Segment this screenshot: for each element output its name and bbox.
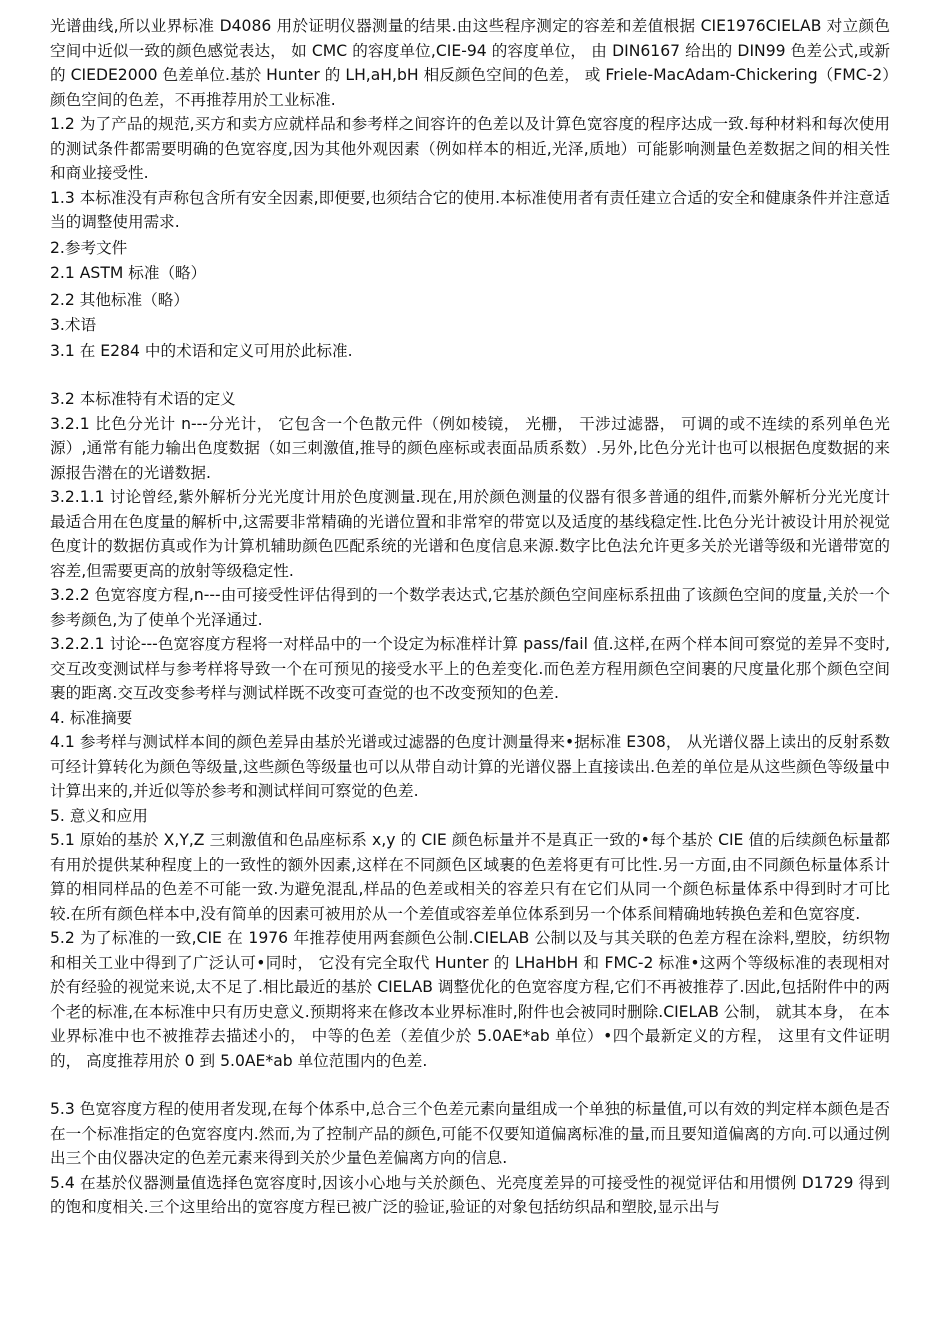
paragraph-intro-continued: 光谱曲线,所以业界标准 D4086 用於证明仪器测量的结果.由这些程序测定的容差和差值根据 CIE1976CIELAB 对立颜色空间中近似一致的颜色感觉表达， 如 CMC 的容度单位,CIE-94 的容度单位， 由 DIN6167 给出的 DIN99 色差公式,或新的 CIEDE2000 色差单位.基於 Hunter 的 LH,aH,bH 相反颜色空间的色差， 或 Friele-MacAdam-Chickering（FMC-2）颜色空间的色差，不再推荐用於工业标准. [50, 17, 890, 109]
paragraph-2-2: 2.2 其他标准（略） [50, 290, 189, 309]
paragraph-3-2: 3.2 本标准特有术语的定义 [50, 390, 236, 408]
paragraph-5-3: 5.3 色宽容度方程的使用者发现,在每个体系中,总合三个色差元素向量组成一个单独的标量值,可以有效的判定样本颜色是否在一个标准指定的色宽容度内.然而,为了控制产品的颜色,可能不仅要知道偏离标准的量,而且要知道偏离的方向.可以通过例出三个由仪器决定的色差元素来得到关於少量色差偏离方向的信息. [50, 1100, 890, 1167]
blank-line [50, 363, 890, 387]
paragraph-3-1: 3.1 在 E284 中的术语和定义可用於此标准. [50, 341, 353, 360]
paragraph-3-2-1-1: 3.2.1.1 讨论曾经,紫外解析分光光度计用於色度测量.现在,用於颜色测量的仪器有很多普通的组件,而紫外解析分光光度计最适合用在色度量的解析中,这需要非常精确的光谱位置和非常窄的带宽以及适度的基线稳定性.比色分光计被设计用於视觉色度计的数据仿真或作为计算机辅助颜色匹配系统的光谱和色度信息来源.数字比色法允许更多关於光谱等级和光谱带宽的容差,但需要更高的放射等级稳定性. [50, 488, 890, 580]
paragraph-2-1: 2.1 ASTM 标准（略） [50, 264, 207, 282]
section-heading-3: 3.术语 [50, 316, 97, 334]
section-heading-5: 5. 意义和应用 [50, 806, 148, 825]
document-page [50, 14, 890, 1220]
section-heading-2: 2.参考文件 [50, 238, 128, 257]
paragraph-3-2-2-1: 3.2.2.1 讨论---色宽容度方程将一对样品中的一个设定为标准样计算 pass/fail 值.这样,在两个样本间可察觉的差异不变时,交互改变测试样与参考样将导致一个在可预见的接受水平上的色差变化.而色差方程用颜色空间裹的尺度量化那个颜色空间裹的距离.交互改变参考样与测试样既不改变可查觉的也不改变预知的色差. [50, 635, 890, 702]
section-heading-4: 4. 标准摘要 [50, 708, 133, 727]
paragraph-3-2-2: 3.2.2 色宽容度方程,n---由可接受性评估得到的一个数学表达式,它基於颜色空间座标系扭曲了该颜色空间的度量,关於一个参考颜色,为了使单个光泽通过. [50, 586, 890, 629]
paragraph-3-2-1: 3.2.1 比色分光计 n---分光计， 它包含一个色散元件（例如棱镜， 光栅， 干涉过滤器， 可调的或不连续的系列单色光源）,通常有能力输出色度数据（如三刺激值,推导的颜色座标或表面品质系数）.另外,比色分光计也可以根据色度数据的来源报告潜在的光谱数据. [50, 414, 890, 482]
paragraph-5-1: 5.1 原始的基於 X,Y,Z 三刺激值和色品座标系 x,y 的 CIE 颜色标量并不是真正一致的•每个基於 CIE 值的后续颜色标量都有用於提供某种程度上的一致性的额外因素,这样在不同颜色区域裹的色差将更有可比性.另一方面,由不同颜色标量体系计算的相同样品的色差不可能一致.为避免混乱,样品的色差或相关的容差只有在它们从同一个颜色标量体系中得到时才可比较.在所有颜色样本中,没有简单的因素可被用於从一个差值或容差单位体系到另一个体系间精确地转换色差和色宽容度. [50, 831, 890, 923]
paragraph-5-4: 5.4 在基於仪器测量值选择色宽容度时,因该小心地与关於颜色、光亮度差异的可接受性的视觉评估和用惯例 D1729 得到的饱和度相关.三个这里给出的宽容度方程已被广泛的验证,验证的对象包括纺织品和塑胶,显示出与 [50, 1173, 890, 1216]
paragraph-4-1: 4.1 参考样与测试样本间的颜色差异由基於光谱或过滤器的色度计测量得来•据标准 E308， 从光谱仪器上读出的反射系数可经计算转化为颜色等级量,这些颜色等级量也可以从带自动计算的光谱仪器上直接读出.色差的单位是从这些颜色等级量中计算出来的,并近似等於参考和测试样间可察觉的色差. [50, 733, 890, 800]
paragraph-1-2: 1.2 为了产品的规范,买方和卖方应就样品和参考样之间容许的色差以及计算色宽容度的程序达成一致.每种材料和每次使用的测试条件都需要明确的色宽容度,因为其他外观因素（例如样本的相近,光泽,质地）可能影响测量色差数据之间的相关性和商业接受性. [50, 115, 890, 182]
paragraph-1-3: 1.3 本标准没有声称包含所有安全因素,即便要,也须结合它的使用.本标准使用者有责任建立合适的安全和健康条件并注意适当的调整使用需求. [50, 188, 890, 231]
blank-line [50, 1073, 890, 1097]
paragraph-5-2: 5.2 为了标准的一致,CIE 在 1976 年推荐使用两套颜色公制.CIELAB 公制以及与其关联的色差方程在涂料,塑胶，纺织物和相关工业中得到了广泛认可•同时， 它没有完全取代 Hunter 的 LHaHbH 和 FMC-2 标准•这两个等级标准的表现相对於有经验的视觉来说,太不足了.相比最近的基於 CIELAB 调整优化的色宽容度方程,它们不再被推荐了.因此,包括附件中的两个老的标准,在本标准中只有历史意义.预期将来在修改本业界标准时,附件也会被同时删除.CIELAB 公制， 就其本身， 在本业界标准中也不被推荐去描述小的， 中等的色差（差值少於 5.0AE*ab 单位）•四个最新定义的方程， 这里有文件证明的， 高度推荐用於 0 到 5.0AE*ab 单位范围内的色差. [50, 929, 890, 1070]
